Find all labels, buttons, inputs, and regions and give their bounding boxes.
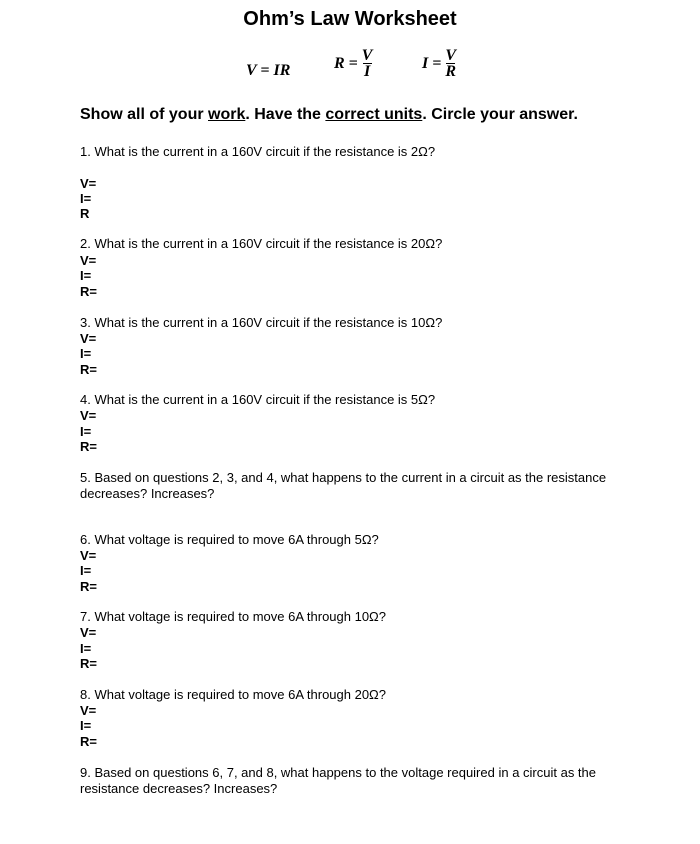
instructions <box>80 106 578 124</box>
denominator: R <box>445 63 457 80</box>
label-i: I= <box>80 346 92 361</box>
formula-text: V = IR <box>246 62 291 79</box>
formula-r-equals-v-over-i <box>334 48 372 79</box>
fraction <box>362 48 373 79</box>
label-v: V= <box>80 703 97 718</box>
fraction <box>445 48 456 79</box>
formula-v-equals-ir <box>246 62 290 80</box>
label-r: R <box>80 206 90 221</box>
label-r: R= <box>80 362 97 377</box>
instructions-text: Show all of your <box>80 106 209 123</box>
label-r: R= <box>80 656 97 671</box>
worksheet-title: Ohm’s Law Worksheet <box>243 8 457 30</box>
formula-lhs: I = <box>422 54 442 72</box>
label-i: I= <box>80 718 92 733</box>
question-8: 8. What voltage is required to move 6A through 20Ω? <box>80 687 387 702</box>
label-i: I= <box>80 563 92 578</box>
formula-i-equals-v-over-r <box>422 48 456 79</box>
question-3: 3. What is the current in a 160V circuit if the resistance is 10Ω? <box>80 315 443 330</box>
formula-lhs: R = <box>334 54 358 72</box>
instructions-text: . Circle your answer. <box>422 106 578 123</box>
question-2: 2. What is the current in a 160V circuit if the resistance is 20Ω? <box>80 236 443 251</box>
label-r: R= <box>80 439 97 454</box>
label-v: V= <box>80 548 97 563</box>
label-i: I= <box>80 424 92 439</box>
question-1: 1. What is the current in a 160V circuit if the resistance is 2Ω? <box>80 144 436 159</box>
label-r: R= <box>80 734 97 749</box>
instructions-underlined-units: correct units <box>325 106 423 123</box>
denominator: I <box>364 63 371 80</box>
label-i: I= <box>80 641 92 656</box>
label-i: I= <box>80 268 92 283</box>
numerator: V <box>361 47 373 64</box>
instructions-text: . Have the <box>245 106 326 123</box>
question-6: 6. What voltage is required to move 6A through 5Ω? <box>80 532 379 547</box>
label-r: R= <box>80 284 97 299</box>
label-v: V= <box>80 331 97 346</box>
question-9: 9. Based on questions 6, 7, and 8, what happens to the voltage required in a circuit as the resistance decreases? Increases? <box>80 765 597 796</box>
question-7: 7. What voltage is required to move 6A through 10Ω? <box>80 609 387 624</box>
question-4: 4. What is the current in a 160V circuit if the resistance is 5Ω? <box>80 392 436 407</box>
label-v: V= <box>80 625 97 640</box>
question-5: 5. Based on questions 2, 3, and 4, what happens to the current in a circuit as the resistance decreases? Increases? <box>80 470 607 501</box>
numerator: V <box>445 47 457 64</box>
instructions-underlined-work: work <box>208 106 246 123</box>
label-v: V= <box>80 253 97 268</box>
label-v: V= <box>80 176 97 191</box>
label-r: R= <box>80 579 97 594</box>
label-i: I= <box>80 191 92 206</box>
label-v: V= <box>80 408 97 423</box>
